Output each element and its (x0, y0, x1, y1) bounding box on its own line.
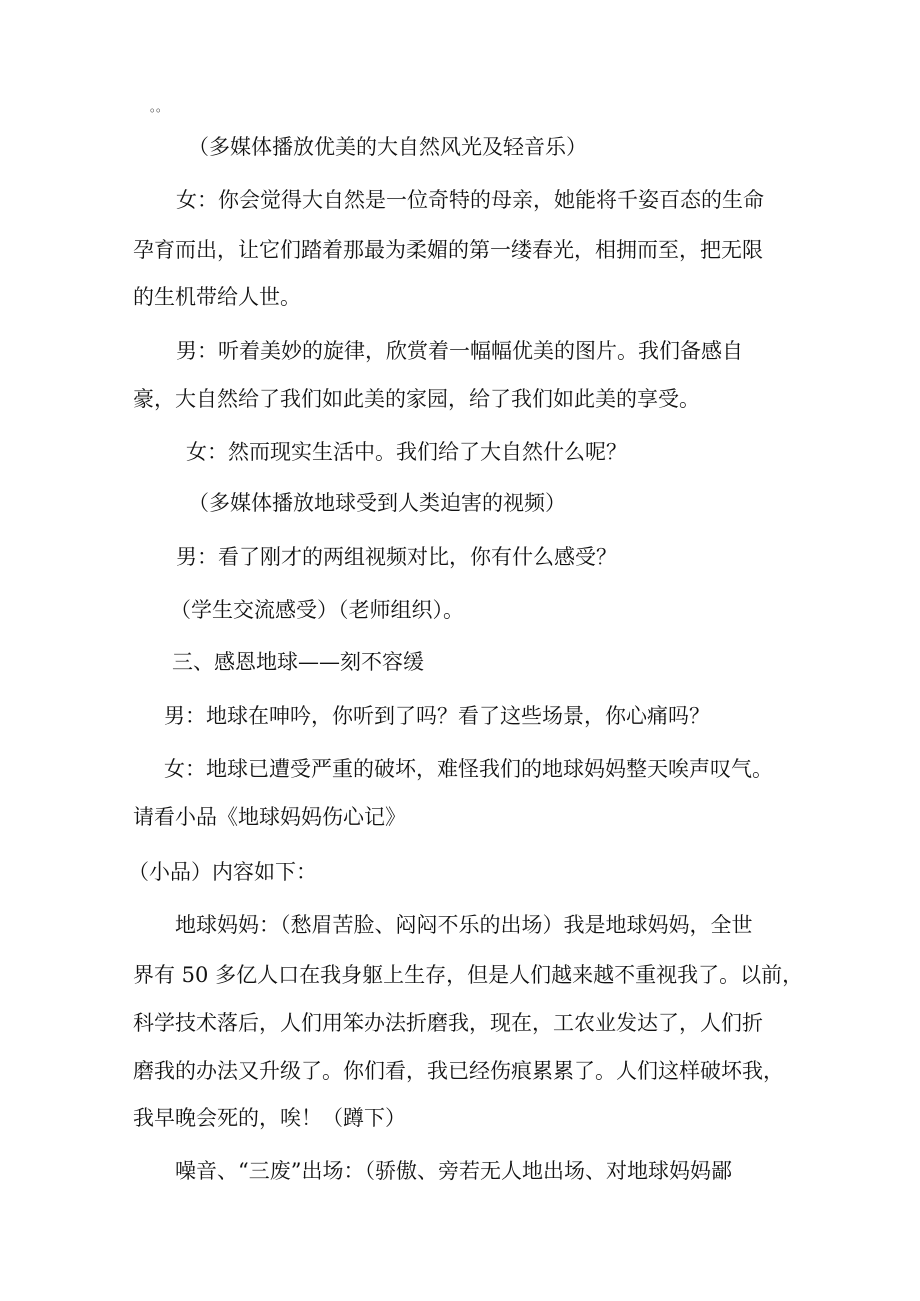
paragraph-line: 地球妈妈：（愁眉苦脸、闷闷不乐的出场）我是地球妈妈，全世 (175, 913, 753, 937)
paragraph-line: 女：然而现实生活中。我们给了大自然什么呢？ (186, 440, 627, 464)
stage-direction: （多媒体播放地球受到人类迫害的视频） (188, 491, 566, 515)
paragraph-line: 女：地球已遭受严重的破坏，难怪我们的地球妈妈整天唉声叹气。 (164, 757, 773, 781)
section-heading: 三、感恩地球——刻不容缓 (172, 650, 424, 674)
stage-direction: （学生交流感受）（老师组织）。 (170, 598, 464, 622)
paragraph-line: 界有 50 多亿人口在我身躯上生存，但是人们越来越不重视我了。以前， (133, 963, 804, 987)
paragraph-line: 男：听着美妙的旋律，欣赏着一幅幅优美的图片。我们备感自 (176, 339, 743, 363)
paragraph-line: 我早晚会死的，唉！（蹲下） (133, 1106, 406, 1130)
paragraph-line: 磨我的办法又升级了。你们看，我已经伤痕累累了。人们这样破坏我， (133, 1059, 784, 1083)
paragraph-line: 男：地球在呻吟，你听到了吗？看了这些场景，你心痛吗？ (164, 704, 710, 728)
text-line: 。。 (150, 100, 169, 114)
paragraph-line: 噪音、“三废”出场：（骄傲、旁若无人地出场、对地球妈妈鄙 (175, 1159, 732, 1183)
paragraph-line: 豪，大自然给了我们如此美的家园，给了我们如此美的享受。 (133, 387, 700, 411)
paragraph-line: 男：看了刚才的两组视频对比，你有什么感受？ (176, 545, 617, 569)
paragraph-line: （小品）内容如下： (128, 860, 317, 884)
paragraph-line: 的生机带给人世。 (133, 285, 301, 309)
paragraph-line: 科学技术落后，人们用笨办法折磨我，现在，工农业发达了，人们折 (133, 1011, 763, 1035)
stage-direction: （多媒体播放优美的大自然风光及轻音乐） (188, 135, 587, 159)
paragraph-line: 请看小品《地球妈妈伤心记》 (133, 805, 406, 829)
paragraph-line: 女：你会觉得大自然是一位奇特的母亲，她能将千姿百态的生命 (176, 188, 764, 212)
paragraph-line: 孕育而出，让它们踏着那最为柔媚的第一缕春光，相拥而至，把无限 (133, 238, 763, 262)
